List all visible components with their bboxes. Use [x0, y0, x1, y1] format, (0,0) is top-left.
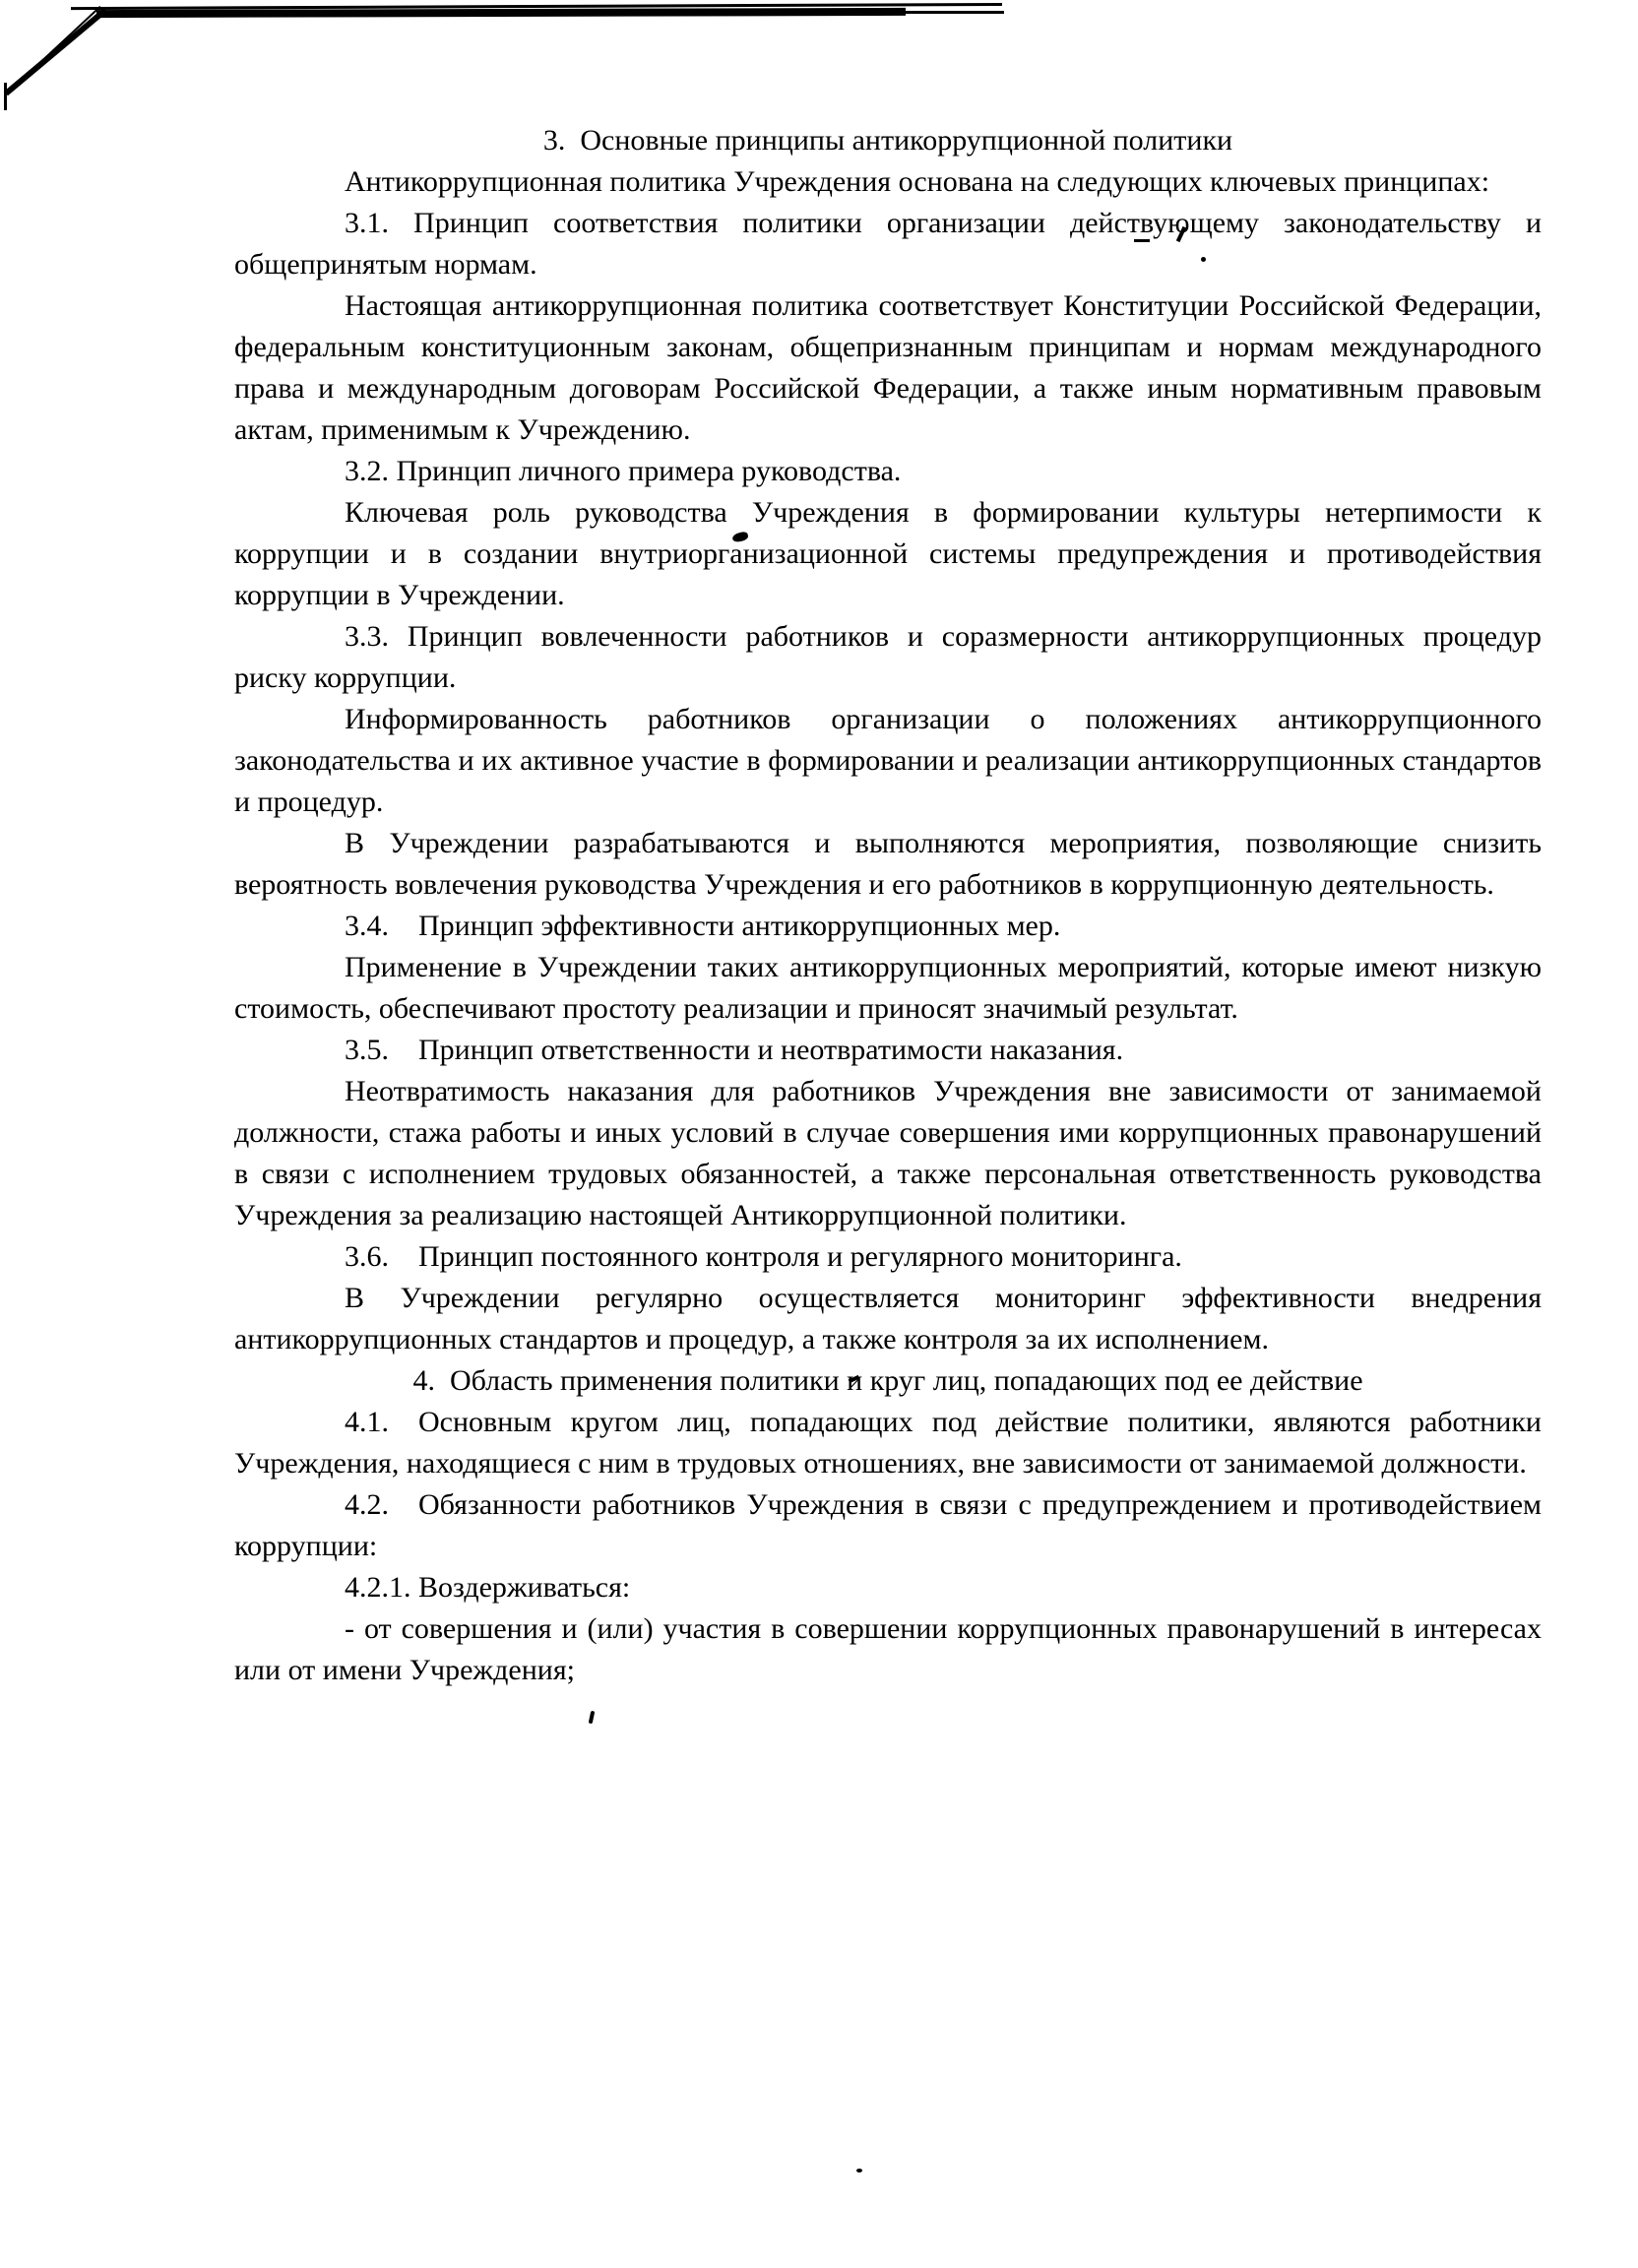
- clause-3-2-paragraph: 3.2. Принцип личного примера руководства.: [345, 455, 902, 487]
- clause-4-2-paragraph: 4.2. Обязанности работников Учреждения в связи с предупреждением и противодействием коррупции:: [234, 1488, 1542, 1562]
- clause-4-1-paragraph: 4.1. Основным кругом лиц, попадающих под действие политики, являются работники Учреждения, находящиеся с ним в трудовых отношениях, вне зависимости от занимаемой должности.: [234, 1406, 1542, 1480]
- scan-edge-tick-left: [4, 83, 7, 110]
- section-3-heading: 3. Основные принципы антикоррупционной политики: [542, 124, 1233, 157]
- section-3-intro-paragraph: Антикоррупционная политика Учреждения основана на следующих ключевых принципах:: [345, 165, 1490, 198]
- ink-speck-apostrophe: [589, 1711, 596, 1725]
- clause-3-5-paragraph: 3.5. Принцип ответственности и неотвратимости наказания.: [345, 1034, 1124, 1066]
- clause-4-2-1-paragraph: 4.2.1. Воздерживаться:: [345, 1571, 631, 1604]
- scan-edge-line-top-thick: [96, 8, 906, 18]
- document-content: [234, 120, 1542, 1691]
- clause-3-5-body-paragraph: Неотвратимость наказания для работников Учреждения вне зависимости от занимаемой должности, стажа работы и иных условий в случае совершения ими коррупционных правонарушений в связи с исполнением трудовых обязанностей, а также персональная ответственность руководства Учреждения за реализацию настоящей Антикоррупционной политики.: [234, 1075, 1542, 1231]
- clause-4-2-1-list-item: - от совершения и (или) участия в совершении коррупционных правонарушений в интересах или от имени Учреждения;: [234, 1612, 1542, 1686]
- clause-3-6-body-paragraph: В Учреждении регулярно осуществляется мониторинг эффективности внедрения антикоррупционных стандартов и процедур, а также контроля за их исполнением.: [234, 1282, 1542, 1355]
- scan-edge-line-diagonal-thin: [19, 6, 100, 83]
- clause-3-3-paragraph: 3.3. Принцип вовлеченности работников и соразмерности антикоррупционных процедур риску коррупции.: [234, 620, 1542, 694]
- ink-speck-bottom: [856, 2169, 862, 2173]
- clause-3-1-body-paragraph: Настоящая антикоррупционная политика соответствует Конституции Российской Федерации, федеральным конституционным законам, общепризнанным принципам и нормам международного права и международным договорам Российской Федерации, а также иным нормативным правовым актам, применимым к Учреждению.: [234, 289, 1542, 446]
- clause-3-2-body-paragraph: Ключевая роль руководства Учреждения в формировании культуры нетерпимости к коррупции и в создании внутриорганизационной системы предупреждения и противодействия коррупции в Учреждении.: [234, 496, 1542, 611]
- clause-3-3-body-paragraph-1: Информированность работников организации о положениях антикоррупционного законодательства и их активное участие в формировании и реализации антикоррупционных стандартов и процедур.: [234, 703, 1542, 818]
- scan-edge-line-diagonal: [4, 8, 107, 95]
- scan-edge-line-top-tail: [901, 11, 1004, 14]
- clause-3-4-paragraph: 3.4. Принцип эффективности антикоррупционных мер.: [345, 910, 1061, 942]
- section-4-heading: 4. Область применения политики и круг лиц, попадающих под ее действие: [412, 1364, 1363, 1397]
- clause-3-3-body-paragraph-2: В Учреждении разрабатываются и выполняются мероприятия, позволяющие снизить вероятность вовлечения руководства Учреждения и его работников в коррупционную деятельность.: [234, 827, 1542, 901]
- clause-3-6-paragraph: 3.6. Принцип постоянного контроля и регулярного мониторинга.: [345, 1240, 1182, 1273]
- clause-3-1-paragraph: 3.1. Принцип соответствия политики организации действующему законодательству и общепринятым нормам.: [234, 207, 1542, 281]
- clause-3-4-body-paragraph: Применение в Учреждении таких антикоррупционных мероприятий, которые имеют низкую стоимость, обеспечивают простоту реализации и приносят значимый результат.: [234, 951, 1542, 1025]
